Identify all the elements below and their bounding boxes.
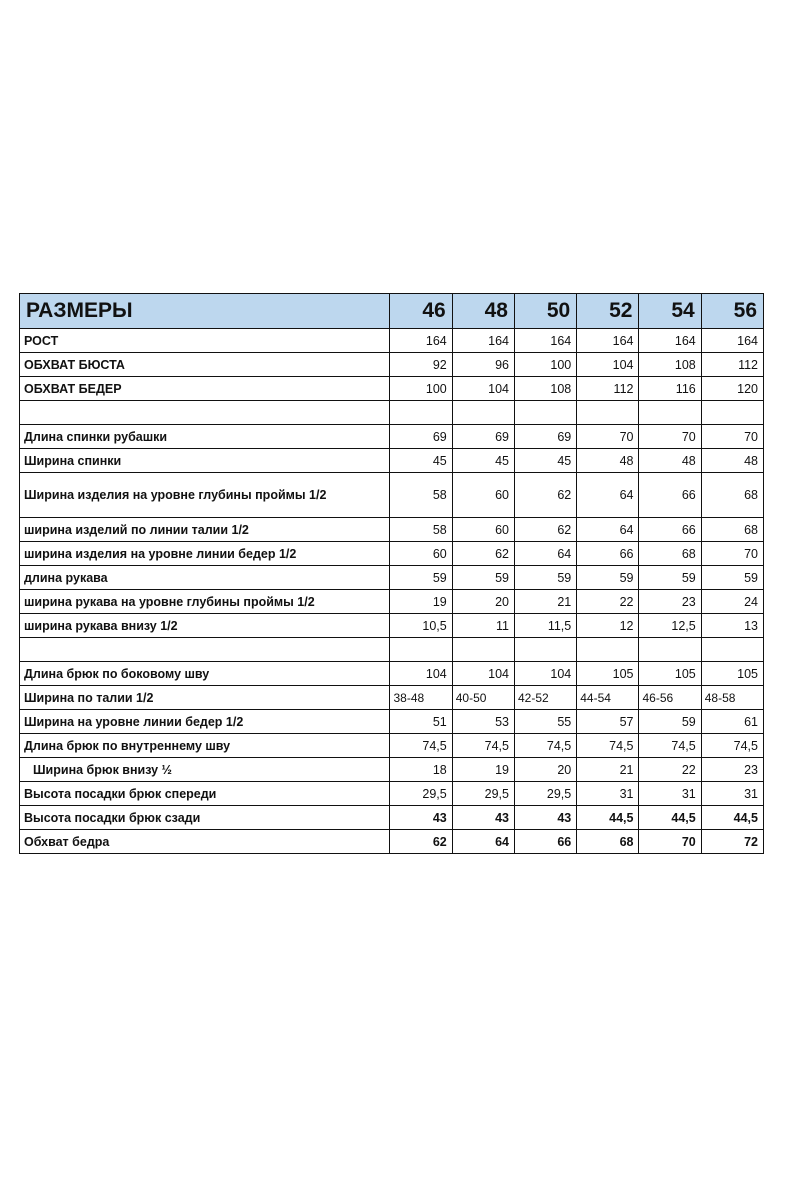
size-value-cell <box>577 401 639 425</box>
size-value-cell: 21 <box>514 590 576 614</box>
row-label: Ширина брюк внизу ½ <box>20 758 390 782</box>
size-56-header: 56 <box>701 294 763 329</box>
size-value-cell: 74,5 <box>577 734 639 758</box>
size-value-cell <box>639 638 701 662</box>
table-row <box>20 329 764 353</box>
size-value-cell: 59 <box>577 566 639 590</box>
row-label: Ширина на уровне линии бедер 1/2 <box>20 710 390 734</box>
size-value-cell: 43 <box>452 806 514 830</box>
size-value-cell: 46-56 <box>639 686 701 710</box>
size-value-cell: 92 <box>390 353 452 377</box>
size-value-cell: 112 <box>701 353 763 377</box>
size-value-cell: 59 <box>514 566 576 590</box>
size-value-cell: 23 <box>701 758 763 782</box>
table-row <box>20 449 764 473</box>
size-value-cell: 59 <box>701 566 763 590</box>
size-value-cell: 42-52 <box>514 686 576 710</box>
size-value-cell: 74,5 <box>701 734 763 758</box>
size-value-cell: 62 <box>452 542 514 566</box>
table-row <box>20 377 764 401</box>
row-label: ширина изделия на уровне линии бедер 1/2 <box>20 542 390 566</box>
size-value-cell: 45 <box>390 449 452 473</box>
size-value-cell <box>390 638 452 662</box>
size-value-cell: 116 <box>639 377 701 401</box>
size-value-cell: 59 <box>452 566 514 590</box>
size-value-cell: 108 <box>514 377 576 401</box>
size-value-cell: 60 <box>390 542 452 566</box>
size-value-cell: 112 <box>577 377 639 401</box>
row-label: ширина изделий по линии талии 1/2 <box>20 518 390 542</box>
table-row <box>20 710 764 734</box>
size-value-cell: 64 <box>577 518 639 542</box>
size-value-cell: 18 <box>390 758 452 782</box>
size-value-cell <box>577 638 639 662</box>
size-value-cell: 38-48 <box>390 686 452 710</box>
size-value-cell: 68 <box>701 518 763 542</box>
table-row <box>20 806 764 830</box>
size-value-cell: 62 <box>514 518 576 542</box>
size-value-cell: 48 <box>701 449 763 473</box>
size-value-cell: 74,5 <box>639 734 701 758</box>
table-row <box>20 614 764 638</box>
size-value-cell <box>639 401 701 425</box>
size-value-cell: 105 <box>577 662 639 686</box>
size-value-cell: 19 <box>390 590 452 614</box>
table-row <box>20 662 764 686</box>
size-value-cell: 29,5 <box>390 782 452 806</box>
size-value-cell: 70 <box>577 425 639 449</box>
row-label <box>20 638 390 662</box>
size-value-cell: 24 <box>701 590 763 614</box>
size-50-header: 50 <box>514 294 576 329</box>
table-row <box>20 518 764 542</box>
size-value-cell: 69 <box>514 425 576 449</box>
size-value-cell: 69 <box>390 425 452 449</box>
spacer-row <box>20 638 764 662</box>
row-label: РОСТ <box>20 329 390 353</box>
size-value-cell: 20 <box>452 590 514 614</box>
sizes-title: РАЗМЕРЫ <box>20 294 390 329</box>
size-value-cell: 64 <box>514 542 576 566</box>
size-value-cell <box>390 401 452 425</box>
row-label: ОБХВАТ БЮСТА <box>20 353 390 377</box>
size-value-cell: 104 <box>514 662 576 686</box>
size-value-cell: 68 <box>701 473 763 518</box>
size-value-cell: 43 <box>514 806 576 830</box>
size-value-cell: 59 <box>639 710 701 734</box>
size-value-cell: 21 <box>577 758 639 782</box>
size-value-cell: 72 <box>701 830 763 854</box>
size-value-cell: 31 <box>639 782 701 806</box>
spacer-row <box>20 401 764 425</box>
size-value-cell: 31 <box>701 782 763 806</box>
row-label: Ширина спинки <box>20 449 390 473</box>
table-row <box>20 758 764 782</box>
size-value-cell: 29,5 <box>514 782 576 806</box>
size-value-cell: 13 <box>701 614 763 638</box>
row-label: ширина рукава внизу 1/2 <box>20 614 390 638</box>
size-value-cell: 74,5 <box>390 734 452 758</box>
size-value-cell: 53 <box>452 710 514 734</box>
size-value-cell: 23 <box>639 590 701 614</box>
size-value-cell: 70 <box>701 425 763 449</box>
size-value-cell: 104 <box>452 662 514 686</box>
row-label: Длина брюк по внутреннему шву <box>20 734 390 758</box>
size-value-cell: 44,5 <box>701 806 763 830</box>
size-value-cell <box>514 401 576 425</box>
size-value-cell <box>514 638 576 662</box>
table-row <box>20 473 764 518</box>
size-value-cell: 44,5 <box>639 806 701 830</box>
size-value-cell: 96 <box>452 353 514 377</box>
size-value-cell: 62 <box>514 473 576 518</box>
size-value-cell: 70 <box>639 830 701 854</box>
size-value-cell: 104 <box>390 662 452 686</box>
size-value-cell: 11,5 <box>514 614 576 638</box>
size-value-cell <box>452 401 514 425</box>
size-value-cell: 100 <box>514 353 576 377</box>
size-value-cell: 108 <box>639 353 701 377</box>
size-value-cell: 43 <box>390 806 452 830</box>
size-value-cell: 70 <box>701 542 763 566</box>
size-value-cell: 64 <box>452 830 514 854</box>
row-label: Высота посадки брюк сзади <box>20 806 390 830</box>
row-label: Обхват бедра <box>20 830 390 854</box>
size-value-cell: 105 <box>639 662 701 686</box>
table-row <box>20 782 764 806</box>
size-value-cell: 64 <box>577 473 639 518</box>
size-46-header: 46 <box>390 294 452 329</box>
table-row <box>20 734 764 758</box>
row-label: Длина спинки рубашки <box>20 425 390 449</box>
size-value-cell: 58 <box>390 473 452 518</box>
size-header-row <box>20 294 764 329</box>
size-value-cell: 40-50 <box>452 686 514 710</box>
size-value-cell: 44,5 <box>577 806 639 830</box>
size-value-cell: 57 <box>577 710 639 734</box>
size-value-cell: 12 <box>577 614 639 638</box>
size-value-cell: 164 <box>577 329 639 353</box>
table-row <box>20 542 764 566</box>
size-value-cell: 45 <box>514 449 576 473</box>
row-label: длина рукава <box>20 566 390 590</box>
size-chart-table <box>19 293 764 854</box>
size-value-cell: 31 <box>577 782 639 806</box>
size-value-cell: 164 <box>639 329 701 353</box>
size-value-cell: 29,5 <box>452 782 514 806</box>
size-value-cell: 58 <box>390 518 452 542</box>
size-value-cell: 12,5 <box>639 614 701 638</box>
row-label <box>20 401 390 425</box>
size-value-cell: 164 <box>452 329 514 353</box>
size-value-cell: 22 <box>577 590 639 614</box>
table-row <box>20 590 764 614</box>
row-label: ОБХВАТ БЕДЕР <box>20 377 390 401</box>
size-value-cell: 66 <box>514 830 576 854</box>
size-value-cell: 70 <box>639 425 701 449</box>
size-value-cell: 74,5 <box>514 734 576 758</box>
size-value-cell: 48 <box>577 449 639 473</box>
size-value-cell: 19 <box>452 758 514 782</box>
row-label: Ширина по талии 1/2 <box>20 686 390 710</box>
size-value-cell: 20 <box>514 758 576 782</box>
size-value-cell: 59 <box>390 566 452 590</box>
size-value-cell <box>701 638 763 662</box>
table-row <box>20 830 764 854</box>
size-value-cell: 120 <box>701 377 763 401</box>
size-value-cell: 104 <box>577 353 639 377</box>
size-value-cell: 100 <box>390 377 452 401</box>
size-value-cell: 164 <box>390 329 452 353</box>
table-row <box>20 686 764 710</box>
size-value-cell: 59 <box>639 566 701 590</box>
size-value-cell: 66 <box>639 518 701 542</box>
size-value-cell: 68 <box>577 830 639 854</box>
table-row <box>20 353 764 377</box>
size-value-cell: 48-58 <box>701 686 763 710</box>
size-52-header: 52 <box>577 294 639 329</box>
size-value-cell: 51 <box>390 710 452 734</box>
size-value-cell: 66 <box>577 542 639 566</box>
table-row <box>20 566 764 590</box>
size-value-cell: 66 <box>639 473 701 518</box>
size-value-cell: 11 <box>452 614 514 638</box>
table-row <box>20 425 764 449</box>
size-value-cell: 61 <box>701 710 763 734</box>
row-label: Высота посадки брюк спереди <box>20 782 390 806</box>
row-label: ширина рукава на уровне глубины проймы 1/2 <box>20 590 390 614</box>
size-value-cell: 164 <box>514 329 576 353</box>
size-value-cell: 55 <box>514 710 576 734</box>
size-value-cell: 68 <box>639 542 701 566</box>
size-value-cell: 62 <box>390 830 452 854</box>
size-value-cell: 22 <box>639 758 701 782</box>
size-48-header: 48 <box>452 294 514 329</box>
size-value-cell: 45 <box>452 449 514 473</box>
size-value-cell <box>452 638 514 662</box>
row-label: Ширина изделия на уровне глубины проймы 1/2 <box>20 473 390 518</box>
size-value-cell: 69 <box>452 425 514 449</box>
size-value-cell: 10,5 <box>390 614 452 638</box>
size-value-cell: 74,5 <box>452 734 514 758</box>
size-value-cell: 164 <box>701 329 763 353</box>
size-54-header: 54 <box>639 294 701 329</box>
size-value-cell: 48 <box>639 449 701 473</box>
size-value-cell: 60 <box>452 518 514 542</box>
row-label: Длина брюк по боковому шву <box>20 662 390 686</box>
size-value-cell: 104 <box>452 377 514 401</box>
size-value-cell: 105 <box>701 662 763 686</box>
size-value-cell: 44-54 <box>577 686 639 710</box>
size-value-cell <box>701 401 763 425</box>
size-value-cell: 60 <box>452 473 514 518</box>
